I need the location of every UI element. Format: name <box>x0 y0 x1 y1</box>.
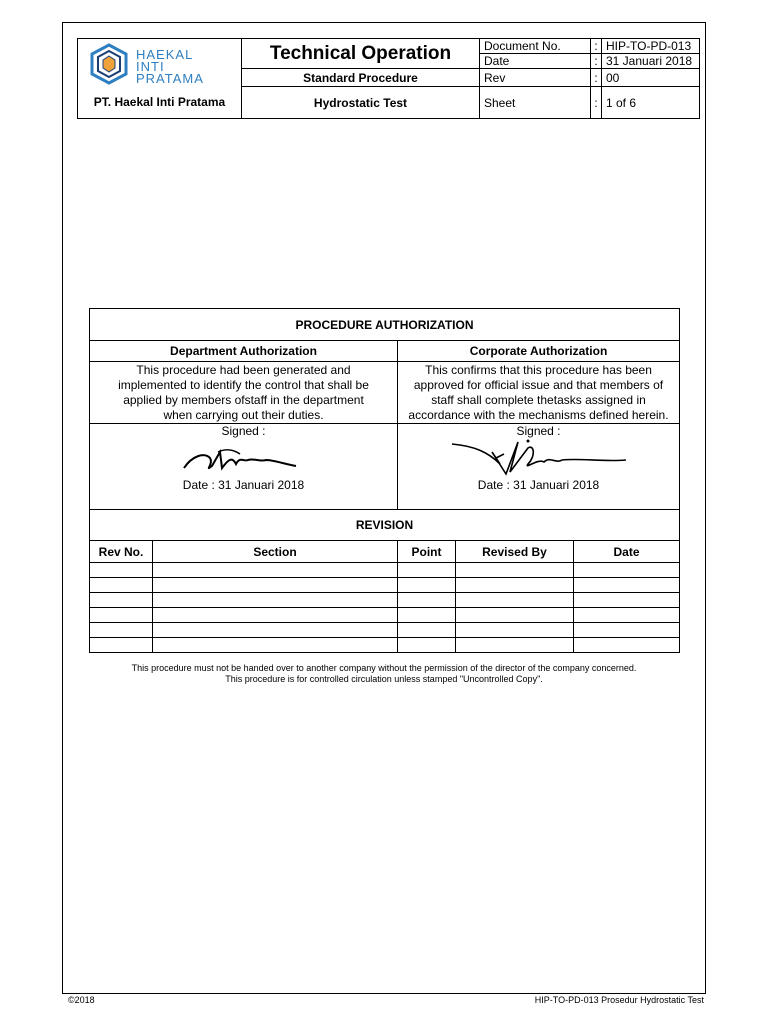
revision-col-section: Section <box>153 541 398 563</box>
meta-value-date: 31 Januari 2018 <box>602 54 700 69</box>
revision-row <box>90 563 680 578</box>
authorization-title: PROCEDURE AUTHORIZATION <box>90 309 680 341</box>
department-authorization-text: This procedure had been generated and implemented to identify the control that shall be applied by members ofstaff in the department when carrying out their duties. <box>90 362 398 424</box>
revision-title: REVISION <box>90 510 680 541</box>
department-signature <box>174 438 314 478</box>
revision-row <box>90 623 680 638</box>
revision-col-rev-no: Rev No. <box>90 541 153 563</box>
signed-label: Signed : <box>221 424 266 438</box>
document-title: Technical Operation <box>242 39 480 69</box>
revision-row <box>90 593 680 608</box>
corporate-authorization-text: This confirms that this procedure has been approved for official issue and that members of staff shall complete thetasks assigned in accordance with the mechanisms defined herein. <box>398 362 680 424</box>
document-header <box>77 38 700 119</box>
procedure-authorization-table <box>89 308 680 653</box>
meta-label-doc-no: Document No. <box>480 39 591 54</box>
meta-label-rev: Rev <box>480 69 591 87</box>
corporate-signature-cell <box>398 424 680 510</box>
revision-row <box>90 638 680 653</box>
meta-value-rev: 00 <box>602 69 700 87</box>
logo-text-3: PRATAMA <box>135 71 204 86</box>
meta-value-sheet: 1 of 6 <box>602 87 700 119</box>
company-logo <box>80 39 240 91</box>
department-signature-cell <box>90 424 398 510</box>
meta-colon: : <box>591 39 602 54</box>
meta-colon: : <box>591 87 602 119</box>
meta-label-date: Date <box>480 54 591 69</box>
revision-row <box>90 578 680 593</box>
revision-col-revised-by: Revised By <box>456 541 574 563</box>
logo-text-2: INTI <box>135 59 165 74</box>
meta-colon: : <box>591 54 602 69</box>
circulation-notice: This procedure is for controlled circulation unless stamped "Uncontrolled Copy". <box>225 674 543 684</box>
logo-text-1: HAEKAL <box>135 47 193 62</box>
department-authorization-heading: Department Authorization <box>90 341 398 362</box>
corporate-signature <box>444 438 634 478</box>
logo-cell <box>78 39 242 119</box>
revision-col-date: Date <box>574 541 680 563</box>
meta-label-sheet: Sheet <box>480 87 591 119</box>
procedure-name: Hydrostatic Test <box>242 87 480 119</box>
department-date: Date : 31 Januari 2018 <box>182 478 305 492</box>
revision-row <box>90 608 680 623</box>
footer-copyright: ©2018 <box>68 995 95 1005</box>
company-name: PT. Haekal Inti Pratama <box>93 95 226 109</box>
corporate-date: Date : 31 Januari 2018 <box>477 478 600 492</box>
meta-colon: : <box>591 69 602 87</box>
footer-document-reference: HIP-TO-PD-013 Prosedur Hydrostatic Test <box>534 995 704 1005</box>
document-subtitle: Standard Procedure <box>242 69 480 87</box>
signed-label: Signed : <box>516 424 561 438</box>
corporate-authorization-heading: Corporate Authorization <box>398 341 680 362</box>
revision-col-point: Point <box>398 541 456 563</box>
confidentiality-notice: This procedure must not be handed over to another company without the permission of the director of the company concerned. <box>131 663 637 673</box>
meta-value-doc-no: HIP-TO-PD-013 <box>602 39 700 54</box>
